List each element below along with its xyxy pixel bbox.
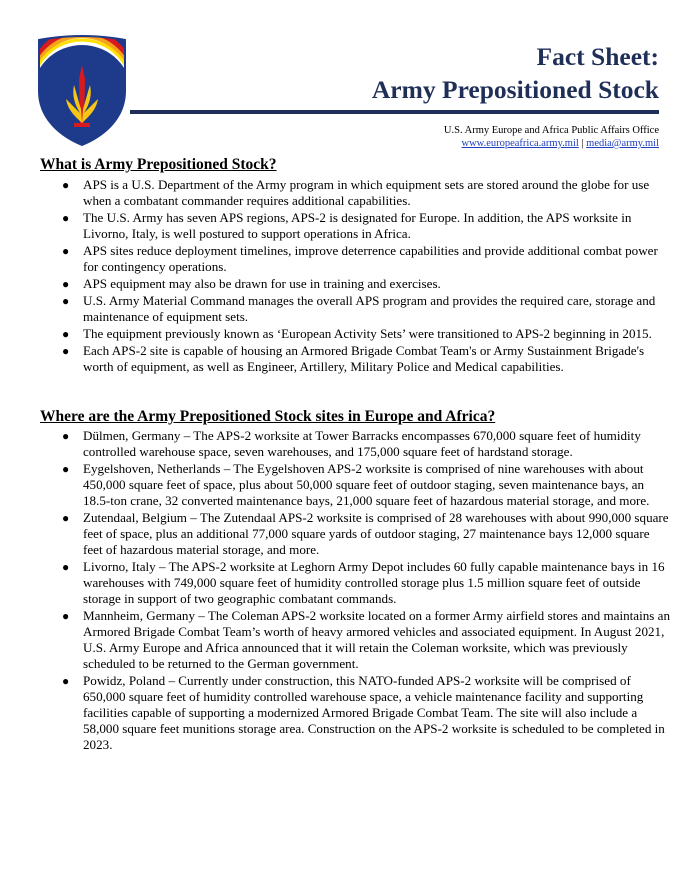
title-line-2: Army Prepositioned Stock [371,75,659,104]
list-item-text: APS is a U.S. Department of the Army program in which equipment sets are stored around the globe for use when a combatant commander requires additional capabilities. [83,177,650,208]
list-item [40,293,672,325]
list-item [40,608,672,672]
title-line-1: Fact Sheet: [536,42,659,71]
list-item-text: APS sites reduce deployment timelines, improve deterrence capabilities and provide additional combat power for contingency operations. [83,243,658,274]
section-heading-aps-sites: Where are the Army Prepositioned Stock sites in Europe and Africa? [40,408,496,425]
list-item [40,177,672,209]
list-item [40,510,672,558]
usareur-af-insignia [36,33,128,147]
list-item [40,210,672,242]
list-item-text: Mannheim, Germany – The Coleman APS-2 worksite located on a former Army airfield stores and maintains an Armored Brigade Combat Team’s worth of heavy armored vehicles and associated equipment. In August 2021, U.S. Army Europe and Africa announced that it will retain the Coleman worksite, which was previously scheduled to be returned to the German government. [83,608,671,671]
usareur-af-shoulder-insignia-icon [36,33,128,147]
bullet-icon: ● [62,294,70,308]
list-item-text: The U.S. Army has seven APS regions, APS-2 is designated for Europe. In addition, the APS worksite in Livorno, Italy, is well postured to support operations in Africa. [83,210,632,241]
list-item-text: The equipment previously known as ‘European Activity Sets’ were transitioned to APS-2 beginning in 2015. [83,326,652,341]
bullet-icon: ● [62,462,70,476]
list-item-text: Eygelshoven, Netherlands – The Eygelshoven APS-2 worksite is comprised of nine warehouses with about 450,000 square feet of space, plus about 50,000 square feet of outdoor staging, seven maintenance bays, an 18.5-ton crane, 32 converted maintenance bays, 21,000 square feet of hazardous material storage, and more. [83,461,650,508]
bullet-icon: ● [62,344,70,358]
bullet-icon: ● [62,560,70,574]
bullet-icon: ● [62,511,70,525]
website-link[interactable]: www.europeafrica.army.mil [461,138,579,149]
contact-block [444,124,659,150]
bullet-icon: ● [62,327,70,341]
list-item-text: U.S. Army Material Command manages the overall APS program and provides the required care, storage and maintenance of equipment sets. [83,293,656,324]
list-item [40,276,672,292]
bullet-icon: ● [62,244,70,258]
list-item [40,243,672,275]
title-divider [130,110,659,114]
bullet-icon: ● [62,277,70,291]
aps-sites-list [40,428,672,754]
what-is-aps-list [40,177,672,376]
bullet-icon: ● [62,211,70,225]
list-item [40,673,672,753]
list-item-text: APS equipment may also be drawn for use in training and exercises. [83,276,441,291]
office-name: U.S. Army Europe and Africa Public Affairs Office [443,125,659,136]
list-item [40,461,672,509]
contact-links [444,137,659,150]
list-item-text: Powidz, Poland – Currently under construction, this NATO-funded APS-2 worksite will be comprised of 650,000 square feet of humidity controlled warehouse space, a vehicle maintenance facility and supporting facilities capable of supporting a modernized Armored Brigade Combat Team. The site will also include a 58,000 square feet munitions storage area. Construction on the APS-2 worksite is scheduled to be completed in 2023. [83,673,665,752]
list-item [40,428,672,460]
list-item-text: Dülmen, Germany – The APS-2 worksite at Tower Barracks encompasses 670,000 square feet of humidity controlled warehouse space, seven warehouses, and 175,000 square feet of hardstand storage. [83,428,641,459]
list-item-text: Zutendaal, Belgium – The Zutendaal APS-2 worksite is comprised of 28 warehouses with about 990,000 square feet of space, plus an additional 77,000 square yards of outdoor staging, 27 maintenance bays 12,000 square feet of hazardous material storage, and more. [83,510,669,557]
section-heading-what-is-aps: What is Army Prepositioned Stock? [40,156,277,173]
link-separator: | [581,138,584,149]
bullet-icon: ● [62,609,70,623]
list-item-text: Each APS-2 site is capable of housing an Armored Brigade Combat Team's or Army Sustainment Brigade's worth of equipment, as well as Engineer, Artillery, Military Police and Medical capabilities. [83,343,645,374]
list-item-text: Livorno, Italy – The APS-2 worksite at Leghorn Army Depot includes 60 fully capable maintenance bays in 16 warehouses with 749,000 square feet of humidity controlled storage plus 1.5 million square feet of outside storage in support of two geographic combatant commands. [83,559,665,606]
email-link[interactable]: media@army.mil [586,138,659,149]
list-item [40,326,672,342]
list-item [40,559,672,607]
list-item [40,343,672,375]
fact-sheet-title [372,40,659,106]
bullet-icon: ● [62,674,70,688]
bullet-icon: ● [62,178,70,192]
bullet-icon: ● [62,429,70,443]
